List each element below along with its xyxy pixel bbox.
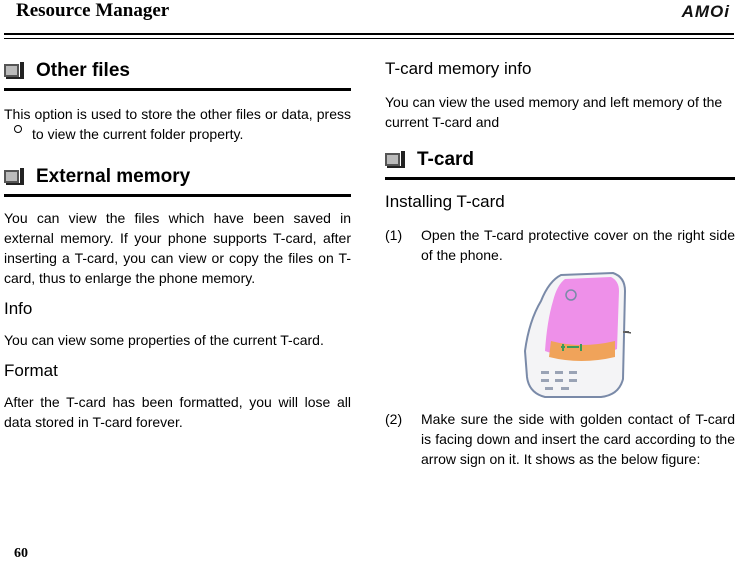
paragraph: After the T-card has been formatted, you will lose all data stored in T-card forever.	[4, 394, 351, 430]
section-heading-tcard	[385, 145, 735, 175]
header-divider	[4, 33, 734, 35]
step-text: Make sure the side with golden contact of T-card is facing down and insert the card according to the arrow sign on it. It shows as the below figure:	[421, 411, 735, 467]
brand-logo: AMOi	[681, 2, 730, 21]
paragraph: You can view the files which have been saved in external memory. If your phone supports T-card, after inserting a T-card, you can view or copy the files on T-card, thus to enlarge the phone memory.	[4, 210, 351, 286]
section-heading-external-memory	[4, 162, 351, 192]
step-number: (2)	[385, 411, 403, 427]
section-title: Other files	[36, 60, 130, 81]
step-text: Open the T-card protective cover on the right side of the phone.	[421, 227, 735, 263]
subheading-installing-tcard: Installing T-card	[385, 192, 505, 211]
numbered-step	[385, 409, 735, 469]
numbered-step	[385, 225, 735, 265]
section-bullet-icon	[385, 151, 407, 169]
section-title: T-card	[417, 149, 475, 170]
subheading-format: Format	[4, 361, 58, 380]
section-bullet-icon	[4, 62, 26, 80]
page-header-title: Resource Manager	[16, 0, 170, 21]
left-column	[4, 56, 351, 432]
paragraph-text: This option is used to store the other files or data, press	[4, 106, 351, 122]
subheading-tcard-memory-info: T-card memory info	[385, 59, 532, 78]
step-number: (1)	[385, 227, 403, 243]
page-number: 60	[14, 546, 28, 561]
section-bullet-icon	[4, 168, 26, 186]
section-rule	[4, 194, 351, 197]
phone-illustration	[521, 271, 631, 399]
ok-key-icon	[14, 125, 22, 133]
section-heading-other-files	[4, 56, 351, 86]
header-divider-thin	[4, 38, 734, 39]
section-rule	[4, 88, 351, 91]
subheading-info: Info	[4, 299, 33, 318]
section-title: External memory	[36, 166, 191, 187]
right-column	[385, 56, 735, 469]
paragraph	[4, 104, 351, 144]
paragraph: You can view the used memory and left memory of the current T-card and	[385, 94, 723, 130]
paragraph: You can view some properties of the current T-card.	[4, 332, 324, 348]
paragraph-text: to view the current folder property.	[32, 126, 244, 142]
section-rule	[385, 177, 735, 180]
